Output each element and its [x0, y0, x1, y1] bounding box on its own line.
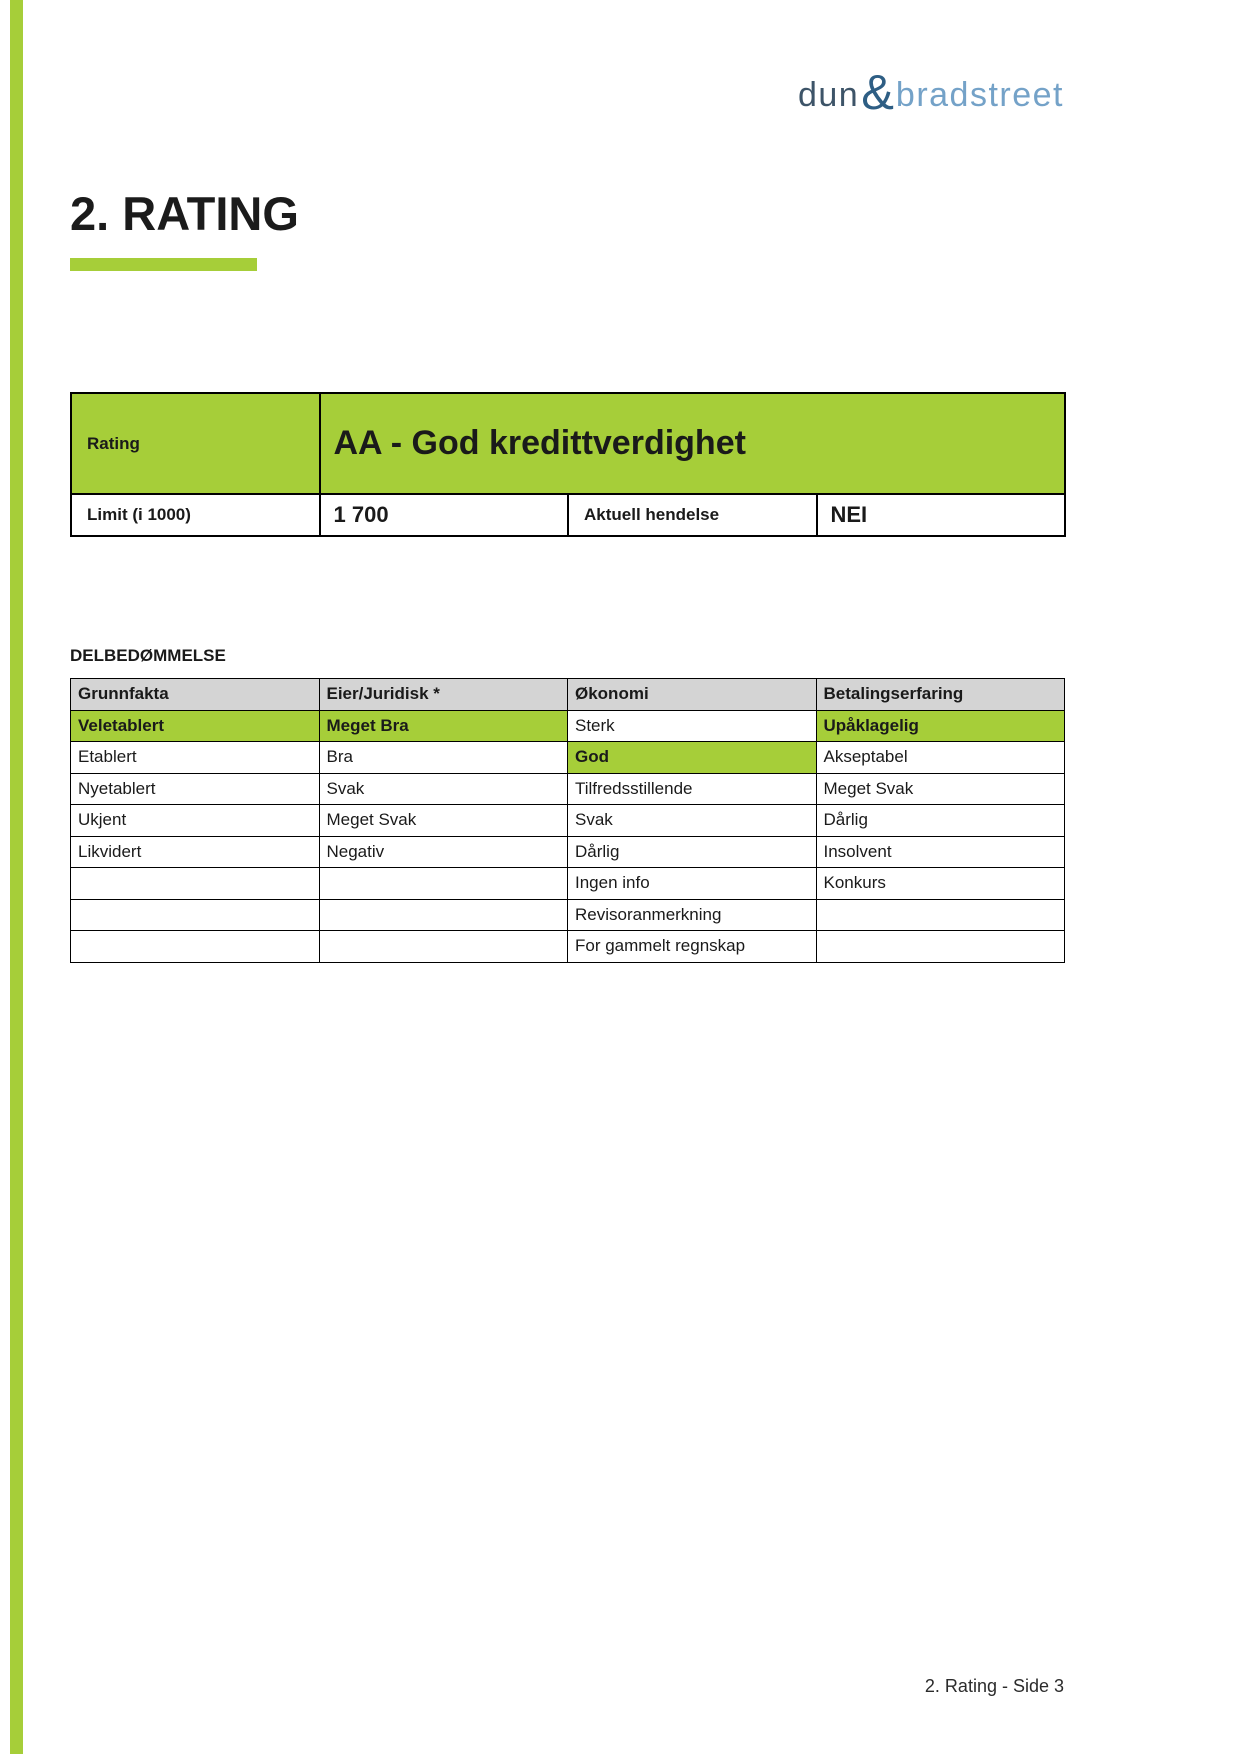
table-cell-highlighted: Upåklagelig	[816, 710, 1065, 742]
event-label-cell: Aktuell hendelse	[568, 494, 817, 536]
column-header: Eier/Juridisk *	[319, 679, 568, 711]
table-row	[71, 899, 1065, 931]
table-row	[71, 710, 1065, 742]
table-cell: Negativ	[319, 836, 568, 868]
dun-bradstreet-logo	[797, 66, 1064, 120]
table-cell-highlighted: God	[568, 742, 817, 774]
table-cell: Ingen info	[568, 868, 817, 900]
left-accent-bar	[10, 0, 23, 1754]
rating-label-cell: Rating	[71, 393, 320, 494]
limit-value-cell: 1 700	[320, 494, 569, 536]
limit-label-cell: Limit (i 1000)	[71, 494, 320, 536]
table-row	[71, 773, 1065, 805]
table-cell: Insolvent	[816, 836, 1065, 868]
column-header: Grunnfakta	[71, 679, 320, 711]
logo-ampersand-icon: &	[861, 66, 894, 120]
table-cell: Ukjent	[71, 805, 320, 837]
table-cell: Meget Svak	[816, 773, 1065, 805]
table-header-row	[71, 679, 1065, 711]
table-cell	[71, 899, 320, 931]
table-row	[71, 931, 1065, 963]
delbedommelse-body	[71, 710, 1065, 962]
logo-bradstreet: bradstreet	[895, 76, 1064, 114]
table-cell	[71, 868, 320, 900]
title-underline	[70, 258, 257, 271]
page-footer: 2. Rating - Side 3	[924, 1676, 1064, 1696]
table-cell	[816, 899, 1065, 931]
table-row	[71, 868, 1065, 900]
table-cell: Dårlig	[568, 836, 817, 868]
table-row	[71, 805, 1065, 837]
table-cell-highlighted: Meget Bra	[319, 710, 568, 742]
event-value-cell: NEI	[817, 494, 1066, 536]
table-row	[71, 836, 1065, 868]
table-cell: Sterk	[568, 710, 817, 742]
table-cell	[319, 931, 568, 963]
table-cell	[71, 931, 320, 963]
table-cell	[816, 931, 1065, 963]
table-cell: Likvidert	[71, 836, 320, 868]
table-cell: Etablert	[71, 742, 320, 774]
table-cell: Akseptabel	[816, 742, 1065, 774]
table-cell: Svak	[568, 805, 817, 837]
table-cell: Dårlig	[816, 805, 1065, 837]
table-cell	[319, 899, 568, 931]
table-cell-highlighted: Veletablert	[71, 710, 320, 742]
table-cell	[319, 868, 568, 900]
rating-table	[70, 392, 1066, 537]
table-cell: Nyetablert	[71, 773, 320, 805]
table-cell: For gammelt regnskap	[568, 931, 817, 963]
table-cell: Konkurs	[816, 868, 1065, 900]
column-header: Økonomi	[568, 679, 817, 711]
table-cell: Revisoranmerkning	[568, 899, 817, 931]
delbedommelse-table	[70, 678, 1065, 963]
rating-value-cell: AA - God kredittverdighet	[320, 393, 1066, 494]
table-cell: Bra	[319, 742, 568, 774]
page-title: 2. RATING	[70, 187, 299, 240]
delbedommelse-header-row	[71, 679, 1065, 711]
table-cell: Tilfredsstillende	[568, 773, 817, 805]
table-row	[71, 742, 1065, 774]
delbedommelse-title: DELBEDØMMELSE	[70, 646, 226, 665]
table-cell: Svak	[319, 773, 568, 805]
logo-dun: dun	[797, 76, 860, 114]
column-header: Betalingserfaring	[816, 679, 1065, 711]
table-cell: Meget Svak	[319, 805, 568, 837]
